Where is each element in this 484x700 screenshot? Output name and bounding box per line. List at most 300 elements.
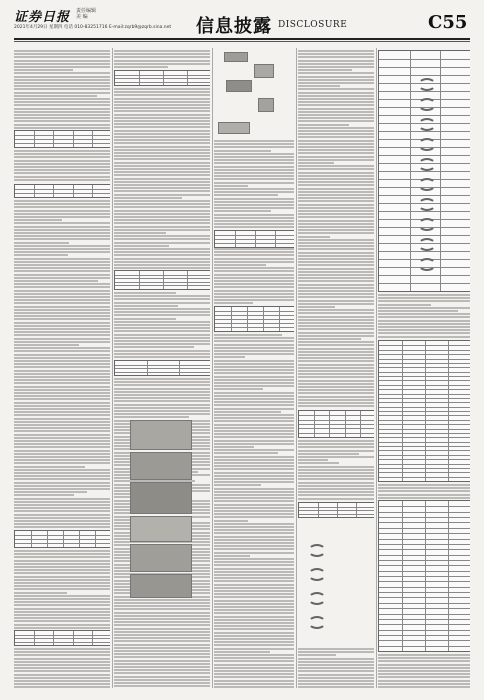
text-line bbox=[298, 98, 374, 100]
text-line bbox=[214, 500, 294, 502]
table-column-line bbox=[163, 271, 164, 289]
text-line bbox=[298, 370, 374, 372]
text-line bbox=[114, 197, 182, 199]
text-line bbox=[214, 150, 271, 152]
text-line bbox=[214, 344, 294, 346]
text-line bbox=[298, 92, 374, 94]
text-line bbox=[214, 417, 294, 419]
trademark-logo bbox=[308, 544, 326, 557]
text-line bbox=[14, 232, 110, 234]
text-line bbox=[378, 654, 470, 656]
text-line bbox=[14, 523, 110, 525]
table-row bbox=[379, 67, 470, 68]
text-line bbox=[298, 491, 374, 493]
text-line bbox=[114, 416, 189, 418]
text-line bbox=[214, 452, 278, 454]
text-line bbox=[214, 217, 294, 219]
text-line bbox=[14, 76, 110, 78]
text-line bbox=[214, 424, 294, 426]
text-line bbox=[214, 376, 294, 378]
column-2 bbox=[114, 48, 210, 688]
text-line bbox=[114, 337, 210, 339]
text-line bbox=[14, 472, 110, 474]
text-line bbox=[298, 207, 374, 209]
text-line bbox=[298, 354, 374, 356]
editor-credits: 责任编辑 美 编 bbox=[76, 8, 97, 20]
text-line bbox=[214, 654, 294, 656]
text-line bbox=[298, 258, 374, 260]
table-row bbox=[215, 319, 294, 320]
text-line bbox=[14, 274, 110, 276]
data-table bbox=[214, 306, 294, 332]
table-row bbox=[379, 75, 470, 76]
text-line bbox=[114, 327, 210, 329]
column-5 bbox=[378, 48, 470, 688]
text-line bbox=[214, 385, 294, 387]
text-line bbox=[298, 236, 330, 238]
text-line bbox=[298, 184, 374, 186]
data-table bbox=[298, 410, 374, 438]
text-line bbox=[14, 251, 110, 253]
text-line bbox=[378, 487, 470, 489]
column-divider bbox=[296, 48, 297, 688]
text-line bbox=[14, 325, 110, 327]
text-line bbox=[114, 254, 210, 256]
text-line bbox=[14, 382, 110, 384]
text-line bbox=[14, 366, 110, 368]
text-line bbox=[214, 207, 294, 209]
trademark-logo bbox=[418, 158, 436, 171]
text-line bbox=[214, 280, 294, 282]
table-row bbox=[379, 115, 470, 116]
text-line bbox=[298, 255, 374, 257]
text-line bbox=[214, 408, 294, 410]
text-line bbox=[14, 553, 110, 555]
text-line bbox=[14, 200, 110, 202]
text-line bbox=[214, 198, 294, 200]
text-line bbox=[214, 488, 294, 490]
text-line bbox=[378, 320, 470, 322]
text-line bbox=[14, 238, 110, 240]
text-line bbox=[14, 322, 110, 324]
text-line bbox=[298, 220, 374, 222]
text-line bbox=[14, 588, 110, 590]
text-line bbox=[114, 171, 210, 173]
text-line bbox=[378, 680, 470, 682]
text-line bbox=[298, 60, 374, 62]
product-photo bbox=[224, 52, 248, 62]
text-line bbox=[114, 400, 210, 402]
text-line bbox=[14, 261, 110, 263]
text-line bbox=[114, 350, 210, 352]
table-column-line bbox=[448, 341, 449, 481]
text-line bbox=[114, 602, 210, 604]
text-line bbox=[114, 110, 210, 112]
text-line bbox=[14, 566, 110, 568]
text-line bbox=[298, 111, 374, 113]
text-line bbox=[214, 185, 248, 187]
text-line bbox=[214, 296, 294, 298]
text-line bbox=[298, 264, 374, 266]
text-line bbox=[298, 159, 374, 161]
table-column-line bbox=[73, 131, 74, 147]
text-line bbox=[14, 418, 110, 420]
table-row bbox=[299, 428, 374, 429]
text-line bbox=[298, 124, 349, 126]
text-line bbox=[378, 323, 470, 325]
text-line bbox=[214, 616, 294, 618]
text-line bbox=[14, 421, 110, 423]
text-line bbox=[14, 114, 110, 116]
text-line bbox=[298, 446, 374, 448]
column-divider bbox=[376, 48, 377, 688]
text-line bbox=[114, 210, 210, 212]
table-column-line bbox=[63, 531, 64, 547]
text-line bbox=[14, 56, 110, 58]
text-line bbox=[214, 395, 294, 397]
text-line bbox=[298, 488, 374, 490]
text-line bbox=[214, 290, 294, 292]
text-line bbox=[298, 338, 361, 340]
text-line bbox=[114, 130, 210, 132]
text-line bbox=[114, 669, 210, 671]
text-line bbox=[298, 654, 336, 656]
text-line bbox=[298, 367, 374, 369]
text-line bbox=[298, 306, 335, 308]
table-column-line bbox=[73, 185, 74, 197]
text-line bbox=[214, 299, 294, 301]
text-line bbox=[214, 577, 294, 579]
text-line bbox=[298, 360, 374, 362]
text-line bbox=[214, 277, 294, 279]
text-line bbox=[14, 373, 110, 375]
text-line bbox=[214, 146, 294, 148]
text-line bbox=[14, 63, 110, 65]
text-line bbox=[298, 677, 374, 679]
text-line bbox=[378, 676, 470, 678]
text-line bbox=[114, 139, 210, 141]
text-line bbox=[114, 637, 210, 639]
text-line bbox=[298, 296, 374, 298]
text-line bbox=[214, 632, 294, 634]
text-line bbox=[114, 94, 210, 96]
text-line bbox=[214, 382, 294, 384]
table-column-line bbox=[410, 51, 411, 291]
header-rule bbox=[14, 38, 470, 40]
text-line bbox=[298, 293, 374, 295]
text-line bbox=[114, 656, 210, 658]
text-line bbox=[214, 140, 294, 142]
trademark-logo bbox=[418, 198, 436, 211]
text-line bbox=[298, 373, 374, 375]
text-line bbox=[14, 219, 62, 221]
text-line bbox=[14, 648, 110, 650]
text-line bbox=[214, 523, 294, 525]
text-line bbox=[378, 686, 470, 688]
text-line bbox=[14, 585, 110, 587]
text-line bbox=[214, 552, 294, 554]
text-line bbox=[114, 50, 210, 52]
table-row bbox=[15, 638, 110, 639]
text-line bbox=[298, 300, 374, 302]
text-line bbox=[14, 270, 110, 272]
text-line bbox=[14, 206, 110, 208]
text-line bbox=[14, 395, 110, 397]
text-line bbox=[114, 206, 210, 208]
masthead bbox=[0, 0, 484, 44]
text-line bbox=[14, 245, 110, 247]
text-line bbox=[214, 673, 294, 675]
text-line bbox=[14, 427, 110, 429]
text-line bbox=[298, 226, 374, 228]
data-table bbox=[14, 184, 110, 198]
table-column-line bbox=[31, 531, 32, 547]
text-line bbox=[114, 165, 210, 167]
text-line bbox=[214, 593, 294, 595]
table-column-line bbox=[314, 411, 315, 437]
text-line bbox=[214, 201, 294, 203]
product-photo bbox=[130, 544, 192, 572]
text-line bbox=[214, 628, 294, 630]
data-table bbox=[378, 500, 470, 652]
trademark-logo bbox=[308, 616, 326, 629]
text-line bbox=[114, 261, 210, 263]
text-line bbox=[214, 507, 294, 509]
text-line bbox=[14, 277, 110, 279]
data-table bbox=[114, 270, 210, 290]
text-line bbox=[214, 657, 294, 659]
text-line bbox=[114, 676, 210, 678]
column-1 bbox=[14, 48, 110, 688]
text-line bbox=[14, 617, 110, 619]
text-line bbox=[298, 117, 374, 119]
text-line bbox=[14, 654, 110, 656]
text-line bbox=[298, 402, 374, 404]
text-line bbox=[14, 127, 110, 129]
trademark-logo bbox=[418, 178, 436, 191]
text-line bbox=[14, 469, 110, 471]
table-row bbox=[379, 195, 470, 196]
text-line bbox=[298, 95, 374, 97]
text-line bbox=[298, 322, 374, 324]
text-line bbox=[378, 316, 470, 318]
text-line bbox=[298, 165, 374, 167]
text-line bbox=[114, 410, 210, 412]
table-row bbox=[215, 323, 294, 324]
text-line bbox=[298, 120, 374, 122]
text-line bbox=[214, 590, 294, 592]
text-line bbox=[114, 213, 210, 215]
text-line bbox=[378, 304, 431, 306]
text-line bbox=[298, 82, 374, 84]
text-line bbox=[298, 386, 374, 388]
text-line bbox=[298, 376, 374, 378]
text-line bbox=[298, 229, 374, 231]
text-line bbox=[14, 520, 110, 522]
product-photo bbox=[226, 80, 252, 92]
text-line bbox=[214, 456, 294, 458]
text-line bbox=[114, 126, 210, 128]
text-line bbox=[14, 258, 110, 260]
text-line bbox=[214, 337, 294, 339]
text-line bbox=[14, 172, 110, 174]
trademark-logo bbox=[418, 118, 436, 131]
text-line bbox=[114, 203, 210, 205]
text-line bbox=[298, 344, 374, 346]
text-line bbox=[298, 648, 374, 650]
text-line bbox=[14, 88, 110, 90]
text-line bbox=[298, 175, 374, 177]
text-line bbox=[378, 484, 470, 486]
text-line bbox=[214, 446, 254, 448]
dateline: 2021年4月29日 星期四 电话 010-83251716 E-mail:zqrb9@zqrb.sina.net bbox=[14, 25, 172, 30]
table-column-line bbox=[356, 503, 357, 517]
text-line bbox=[14, 430, 110, 432]
text-line bbox=[14, 79, 110, 81]
text-line bbox=[114, 647, 210, 649]
table-column-line bbox=[360, 411, 361, 437]
text-line bbox=[14, 491, 87, 493]
text-line bbox=[114, 63, 210, 65]
trademark-logo bbox=[418, 78, 436, 91]
text-line bbox=[214, 555, 250, 557]
text-line bbox=[214, 606, 294, 608]
text-line bbox=[114, 384, 210, 386]
text-line bbox=[298, 335, 374, 337]
text-line bbox=[114, 235, 210, 237]
table-row bbox=[379, 211, 470, 212]
text-line bbox=[298, 341, 374, 343]
table-row bbox=[215, 315, 294, 316]
text-line bbox=[214, 635, 294, 637]
text-line bbox=[214, 226, 294, 228]
text-line bbox=[214, 513, 294, 515]
text-line bbox=[378, 307, 470, 309]
text-line bbox=[114, 56, 210, 58]
text-line bbox=[114, 599, 210, 601]
text-line bbox=[214, 360, 294, 362]
table-row bbox=[379, 155, 470, 156]
text-line bbox=[298, 156, 374, 158]
text-line bbox=[114, 413, 210, 415]
text-line bbox=[114, 618, 210, 620]
text-line bbox=[14, 360, 110, 362]
text-line bbox=[298, 319, 374, 321]
text-line bbox=[298, 146, 374, 148]
text-line bbox=[214, 670, 294, 672]
text-line bbox=[14, 69, 73, 71]
text-line bbox=[298, 392, 374, 394]
text-line bbox=[298, 482, 374, 484]
text-line bbox=[14, 674, 110, 676]
text-line bbox=[114, 104, 210, 106]
text-line bbox=[214, 220, 294, 222]
text-line bbox=[214, 484, 261, 486]
text-line bbox=[214, 420, 294, 422]
table-column-line bbox=[73, 631, 74, 645]
text-line bbox=[14, 226, 110, 228]
text-line bbox=[14, 153, 110, 155]
text-line bbox=[114, 219, 210, 221]
text-line bbox=[214, 264, 266, 266]
text-line bbox=[214, 558, 294, 560]
text-line bbox=[298, 312, 374, 314]
text-line bbox=[298, 223, 374, 225]
text-line bbox=[298, 104, 374, 106]
text-line bbox=[114, 98, 210, 100]
text-line bbox=[14, 104, 110, 106]
text-line bbox=[114, 200, 210, 202]
text-line bbox=[214, 283, 294, 285]
text-line bbox=[298, 658, 374, 660]
text-line bbox=[298, 274, 374, 276]
text-line bbox=[298, 188, 374, 190]
text-line bbox=[14, 95, 97, 97]
text-line bbox=[214, 356, 245, 358]
text-line bbox=[114, 120, 210, 122]
text-line bbox=[14, 290, 110, 292]
text-line bbox=[378, 657, 470, 659]
table-row bbox=[379, 275, 470, 276]
text-line bbox=[298, 284, 374, 286]
table-row bbox=[215, 311, 294, 312]
table-column-line bbox=[279, 307, 280, 331]
text-line bbox=[14, 475, 110, 477]
table-column-line bbox=[275, 231, 276, 247]
text-line bbox=[14, 280, 98, 282]
text-line bbox=[14, 150, 110, 152]
table-row bbox=[15, 193, 110, 194]
text-line bbox=[298, 380, 374, 382]
trademark-logo bbox=[308, 592, 326, 605]
text-line bbox=[214, 401, 294, 403]
text-line bbox=[14, 370, 110, 372]
text-line bbox=[114, 162, 210, 164]
table-row bbox=[15, 143, 110, 144]
table-column-line bbox=[337, 503, 338, 517]
text-line bbox=[298, 204, 374, 206]
text-line bbox=[114, 378, 210, 380]
text-line bbox=[14, 550, 110, 552]
text-line bbox=[214, 667, 294, 669]
text-line bbox=[14, 203, 110, 205]
table-column-line bbox=[440, 51, 441, 291]
text-line bbox=[298, 683, 374, 685]
text-line bbox=[214, 584, 294, 586]
header-rule-thin bbox=[14, 41, 470, 42]
text-line bbox=[14, 664, 110, 666]
text-line bbox=[214, 542, 294, 544]
text-line bbox=[114, 136, 210, 138]
text-line bbox=[214, 194, 278, 196]
text-line bbox=[14, 222, 110, 224]
text-line bbox=[14, 579, 110, 581]
text-line bbox=[14, 179, 110, 181]
text-line bbox=[114, 190, 210, 192]
product-photo bbox=[218, 122, 250, 134]
text-line bbox=[114, 229, 210, 231]
text-line bbox=[214, 388, 263, 390]
text-line bbox=[14, 229, 110, 231]
table-column-line bbox=[34, 185, 35, 197]
text-line bbox=[298, 210, 374, 212]
text-line bbox=[214, 156, 294, 158]
text-line bbox=[14, 510, 110, 512]
text-line bbox=[14, 296, 110, 298]
text-line bbox=[14, 108, 110, 110]
text-line bbox=[214, 302, 253, 304]
text-line bbox=[214, 676, 294, 678]
